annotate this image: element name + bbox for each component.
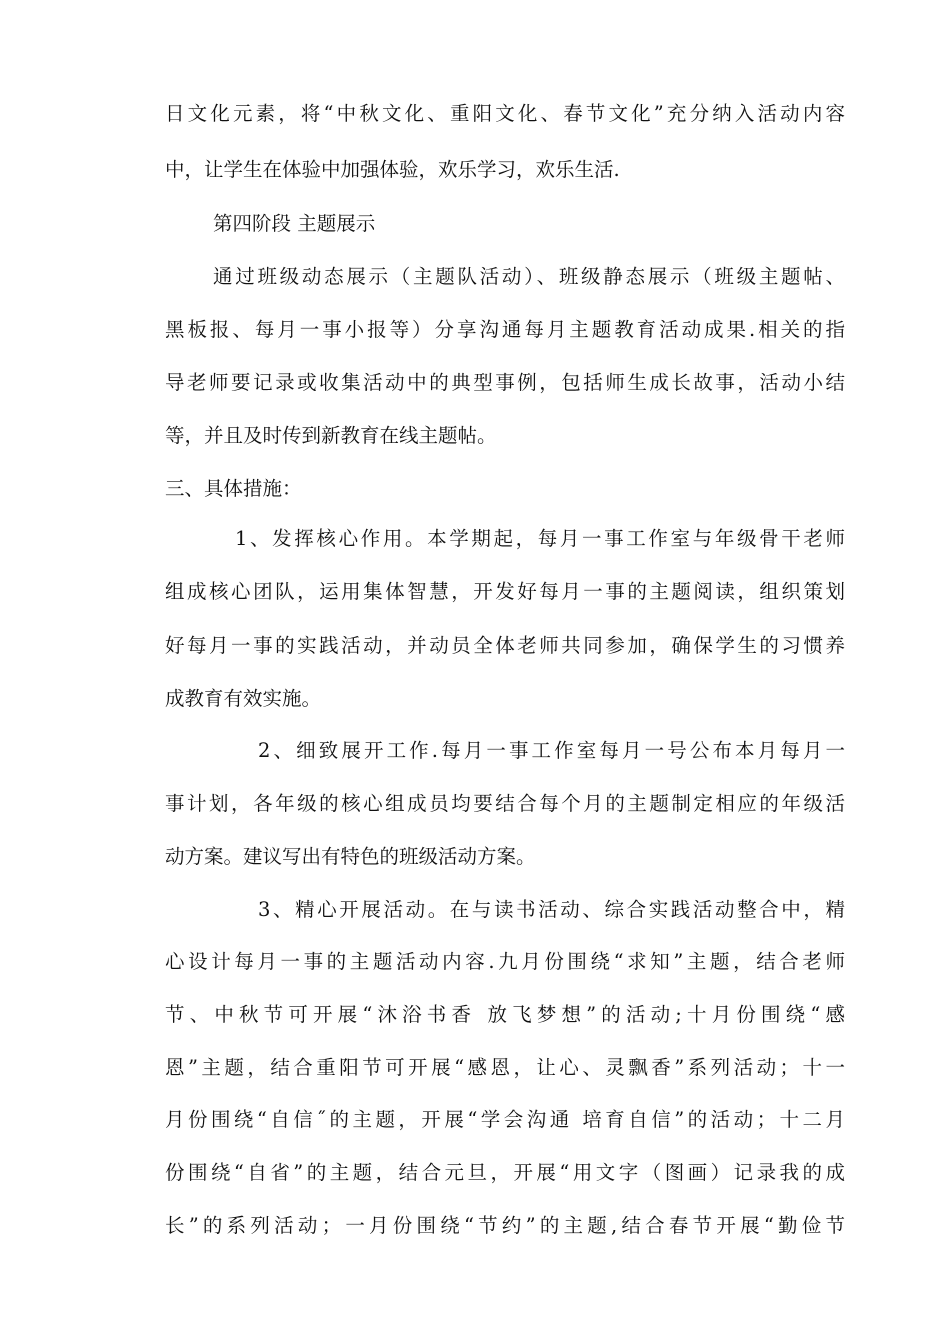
section-heading-stage-four: 第四阶段 主题展示 xyxy=(213,212,376,235)
text-line-13: 2、细致展开工作.每月一事工作室每月一号公布本月每月一 xyxy=(258,739,845,762)
text-line-20: 月份围绕“自信˝的主题，开展“学会沟通 培育自信”的活动；十二月 xyxy=(165,1108,845,1131)
text-line-6: 导老师要记录或收集活动中的典型事例，包括师生成长故事，活动小结 xyxy=(165,371,845,394)
text-line-14: 事计划，各年级的核心组成员均要结合每个月的主题制定相应的年级活 xyxy=(165,792,845,815)
text-line-7: 等，并且及时传到新教育在线主题帖。 xyxy=(165,424,497,447)
text-line-12: 成教育有效实施。 xyxy=(165,687,322,710)
text-line-21: 份围绕“自省”的主题，结合元旦，开展“用文字（图画）记录我的成 xyxy=(165,1161,845,1184)
section-heading-measures: 三、具体措施： xyxy=(165,477,302,500)
text-line-19: 恩”主题，结合重阳节可开展“感恩，让心、灵飘香”系列活动；十一 xyxy=(165,1056,845,1079)
text-line-17: 心设计每月一事的主题活动内容.九月份围绕“求知”主题，结合老师 xyxy=(165,950,845,973)
text-line-11: 好每月一事的实践活动，并动员全体老师共同参加，确保学生的习惯养 xyxy=(165,634,845,657)
text-line-15: 动方案。建议写出有特色的班级活动方案。 xyxy=(165,845,536,868)
text-line-16: 3、精心开展活动。在与读书活动、综合实践活动整合中，精 xyxy=(258,898,845,921)
text-line-10: 组成核心团队，运用集体智慧，开发好每月一事的主题阅读，组织策划 xyxy=(165,580,845,603)
text-line-22: 长”的系列活动；一月份围绕“节约”的主题,结合春节开展“勤俭节 xyxy=(165,1214,845,1237)
text-line-5: 黑板报、每月一事小报等）分享沟通每月主题教育活动成果.相关的指 xyxy=(165,318,845,341)
text-line-1: 日文化元素，将“中秋文化、重阳文化、春节文化”充分纳入活动内容 xyxy=(165,102,845,125)
text-line-18: 节、中秋节可开展“沐浴书香 放飞梦想”的活动;十月份围绕“感 xyxy=(165,1003,845,1026)
text-line-2: 中，让学生在体验中加强体验，欢乐学习，欢乐生活. xyxy=(165,158,620,181)
text-line-4: 通过班级动态展示（主题队活动）、班级静态展示（班级主题帖、 xyxy=(213,265,845,288)
text-line-9: 1、发挥核心作用。本学期起，每月一事工作室与年级骨干老师 xyxy=(235,527,845,550)
